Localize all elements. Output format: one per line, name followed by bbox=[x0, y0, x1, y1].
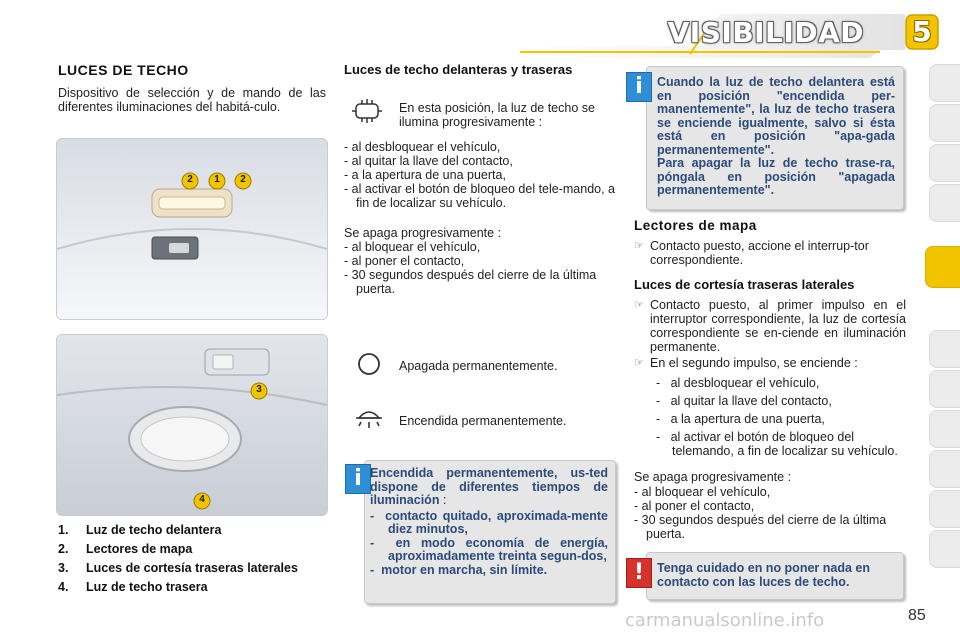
legend-num: 4. bbox=[58, 580, 69, 594]
info-timings-list bbox=[370, 510, 608, 578]
side-tab-10[interactable] bbox=[929, 490, 960, 528]
side-tab-3[interactable] bbox=[929, 144, 960, 182]
off-position-icon bbox=[356, 351, 382, 377]
list-item: - al quitar la llave del contacto, bbox=[656, 394, 906, 408]
list-item: - al poner el contacto, bbox=[634, 499, 906, 513]
list-item: - al bloquear el vehículo, bbox=[344, 240, 616, 254]
list-item: - 30 segundos después del cierre de la última puerta. bbox=[344, 268, 616, 296]
rear-roof-light-illustration bbox=[56, 334, 328, 516]
legend-label: Luces de cortesía traseras laterales bbox=[86, 561, 298, 575]
section-heading-courtesy: Luces de cortesía traseras laterales bbox=[634, 277, 855, 292]
info-lead: Encendida permanentemente, us-ted dispone de diferentes tiempos de iluminación bbox=[370, 466, 608, 507]
list-item: - motor en marcha, sin límite. bbox=[370, 562, 548, 577]
map-readers-list bbox=[634, 239, 906, 267]
list-item: - al poner el contacto, bbox=[344, 254, 616, 268]
callout-2-left-label: 2 bbox=[187, 174, 193, 185]
callout-3-label: 3 bbox=[256, 384, 262, 395]
courtesy-sublist bbox=[634, 376, 906, 462]
list-item: - al desbloquear el vehículo, bbox=[344, 140, 616, 154]
hand-pointer-icon: ☞ bbox=[634, 357, 644, 369]
hand-pointer-icon: ☞ bbox=[634, 299, 644, 311]
door-position-icon bbox=[350, 98, 384, 124]
intro-text: Dispositivo de selección y de mando de las diferentes iluminaciones del habitá-culo. bbox=[58, 86, 326, 114]
info-box-timings-text bbox=[370, 467, 608, 577]
watermark: carmanualsonline.info bbox=[625, 610, 825, 631]
legend-item bbox=[58, 559, 348, 578]
section-heading-luces-de-techo: LUCES DE TECHO bbox=[58, 62, 189, 78]
side-tab-8[interactable] bbox=[929, 410, 960, 448]
courtesy-list bbox=[634, 298, 906, 370]
side-tab-1[interactable] bbox=[929, 64, 960, 102]
off-intro: Se apaga progresivamente : bbox=[344, 226, 502, 240]
on-label: Encendida permanentemente. bbox=[399, 414, 567, 428]
legend-num: 2. bbox=[58, 542, 69, 556]
list-item: - al activar el botón de bloqueo del tele-mando, a fin de localizar su vehículo. bbox=[344, 182, 616, 210]
list-item: - a la apertura de una puerta, bbox=[344, 168, 616, 182]
chapter-number: 5 bbox=[912, 15, 932, 48]
legend-item bbox=[58, 578, 348, 597]
off-label: Apagada permanentemente. bbox=[399, 359, 558, 373]
side-tab-4[interactable] bbox=[929, 184, 960, 222]
side-tab-2[interactable] bbox=[929, 104, 960, 142]
info-lead-suffix: : bbox=[439, 493, 447, 507]
list-item: - al quitar la llave del contacto, bbox=[344, 154, 616, 168]
callout-4-label: 4 bbox=[199, 494, 205, 505]
page-title: VISIBILIDAD bbox=[667, 16, 864, 49]
legend-num: 3. bbox=[58, 561, 69, 575]
list-item: - al bloquear el vehículo, bbox=[634, 485, 906, 499]
legend-list bbox=[58, 521, 348, 597]
legend-item bbox=[58, 521, 348, 540]
list-item: ☞ Contacto puesto, accione el interrup-tor correspondiente. bbox=[634, 239, 869, 267]
list-item: - a la apertura de una puerta, bbox=[656, 412, 906, 426]
legend-label: Lectores de mapa bbox=[86, 542, 193, 556]
info-box-front-rear-p2: Para apagar la luz de techo trase-ra, póngala en posición "apagada permanentemente". bbox=[657, 156, 895, 197]
side-tab-11[interactable] bbox=[929, 530, 960, 568]
legend-label: Luz de techo trasera bbox=[86, 580, 208, 594]
legend-label: Luz de techo delantera bbox=[86, 523, 222, 537]
progressive-text: En esta posición, la luz de techo se ilumina progresivamente : bbox=[399, 101, 595, 129]
callout-2-right-label: 2 bbox=[240, 174, 246, 185]
side-tab-7[interactable] bbox=[929, 370, 960, 408]
section-heading-front-rear: Luces de techo delanteras y traseras bbox=[344, 62, 573, 77]
legend-item bbox=[58, 540, 348, 559]
warning-text: Tenga cuidado en no poner nada en contacto con las luces de techo. bbox=[657, 561, 870, 589]
on-position-icon bbox=[352, 404, 386, 434]
list-item: - al activar el botón de bloqueo del telemando, a fin de localizar su vehículo. bbox=[656, 430, 906, 458]
list-item: - 30 segundos después del cierre de la última puerta. bbox=[634, 513, 906, 541]
list-item: ☞ En el segundo impulso, se enciende : bbox=[634, 356, 858, 370]
list-item: - contacto quitado, aproximada-mente diez minutos, bbox=[370, 508, 609, 536]
info-icon: i bbox=[345, 464, 371, 494]
list-item: ☞ Contacto puesto, al primer impulso en el interruptor correspondiente, la luz de cortesía correspondiente se en-ciende en iluminación permanente. bbox=[634, 298, 906, 354]
off-intro-right: Se apaga progresivamente : bbox=[634, 470, 792, 484]
side-tab-6[interactable] bbox=[929, 330, 960, 368]
warning-icon: ! bbox=[626, 558, 652, 588]
front-roof-light-illustration bbox=[56, 138, 328, 320]
info-box-front-rear-p1: Cuando la luz de techo delantera está en posición "encendida per-manentemente", la luz de techo trasera se enciende igualmente, salvo si ésta está en posición "apa-gada permanentemente". bbox=[657, 75, 895, 157]
off-conditions-list-right bbox=[634, 485, 906, 541]
side-tab-active[interactable] bbox=[925, 246, 960, 288]
legend-num: 1. bbox=[58, 523, 69, 537]
page-number: 85 bbox=[908, 607, 926, 624]
side-tab-9[interactable] bbox=[929, 450, 960, 488]
section-heading-map-readers: Lectores de mapa bbox=[634, 218, 757, 233]
list-item: - en modo economía de energía, aproximadamente treinta segun-dos, bbox=[370, 535, 609, 563]
hand-pointer-icon: ☞ bbox=[634, 240, 644, 252]
on-conditions-list bbox=[344, 140, 616, 210]
list-item: - al desbloquear el vehículo, bbox=[656, 376, 906, 390]
off-conditions-list bbox=[344, 240, 616, 296]
callout-1-label: 1 bbox=[214, 174, 220, 185]
info-icon: i bbox=[626, 72, 652, 102]
